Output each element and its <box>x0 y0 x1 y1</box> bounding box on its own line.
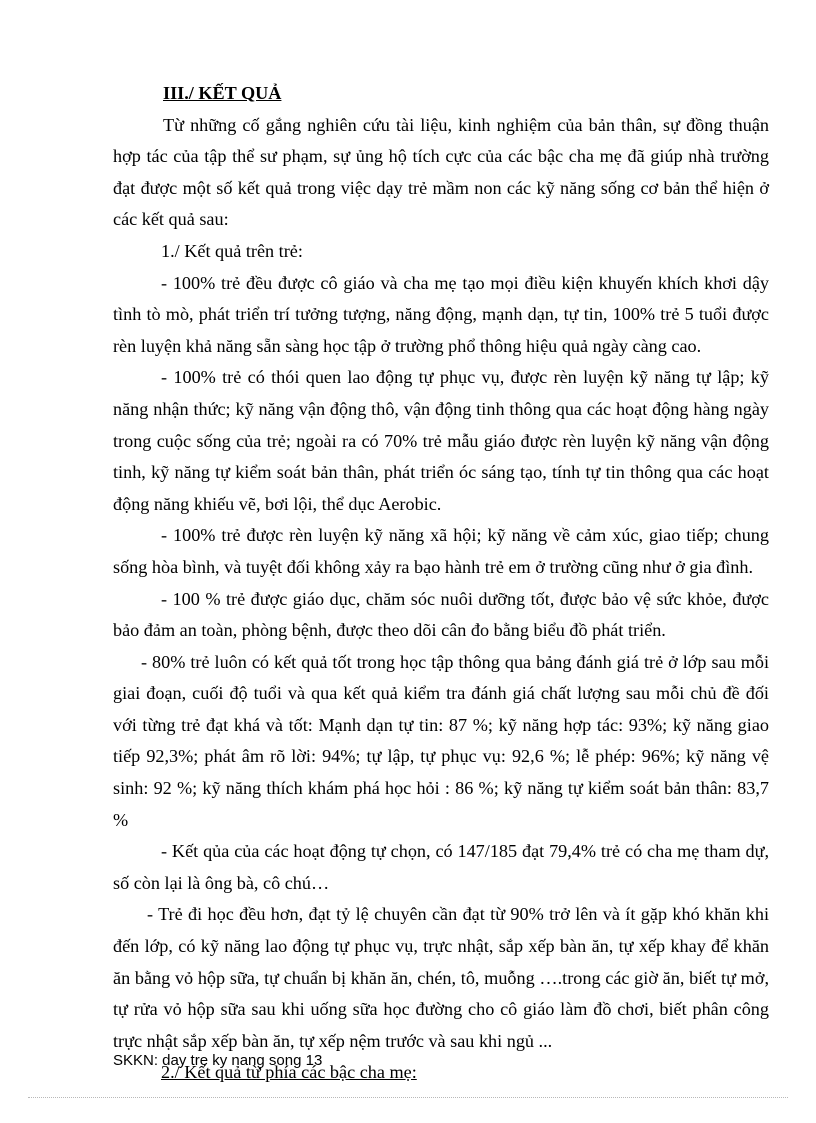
intro-paragraph: Từ những cố gắng nghiên cứu tài liệu, kinh nghiệm của bản thân, sự đồng thuận hợp tác của tập thể sư phạm, sự ủng hộ tích cực của các bậc cha mẹ đã giúp nhà trường đạt được một số kết quả trong việc dạy trẻ mầm non các kỹ năng sống cơ bản thể hiện ở các kết quả sau: <box>113 114 769 230</box>
result-item-7: - Trẻ đi học đều hơn, đạt tỷ lệ chuyên cần đạt từ 90% trở lên và ít gặp khó khăn khi đến lớp, có kỹ năng lao động tự phục vụ, trực nhật, sắp xếp bàn ăn, tự xếp khay để khăn ăn bằng vỏ hộp sữa, tự chuẩn bị khăn ăn, chén, tô, muỗng ….trong các giờ ăn, biết tự mở, tự rửa vỏ hộp sữa sau khi uống sữa học đường cho cô giáo làm đồ chơi, biết phân công trực nhật sắp xếp bàn ăn, tự xếp nệm trước và sau khi ngủ ... <box>113 904 769 1051</box>
section-heading: III./ KẾT QUẢ <box>163 83 282 103</box>
result-item-2: - 100% trẻ có thói quen lao động tự phục vụ, được rèn luyện kỹ năng tự lập; kỹ năng nhận thức; kỹ năng vận động thô, vận động tinh thông qua các hoạt động hàng ngày trong cuộc sống của trẻ; ngoài ra có 70% trẻ mẫu giáo được rèn luyện kỹ năng vận động tinh, kỹ năng tự kiểm soát bản thân, phát triển óc sáng tạo, tính tự tin thông qua các hoạt động năng khiếu vẽ, bơi lội, thể dục Aerobic. <box>113 367 769 514</box>
result-item-3: - 100% trẻ được rèn luyện kỹ năng xã hội; kỹ năng về cảm xúc, giao tiếp; chung sống hòa bình, và tuyệt đối không xảy ra bạo hành trẻ em ở trường cũng như ở gia đình. <box>113 525 769 577</box>
section-1-title: 1./ Kết quả trên trẻ: <box>161 240 303 261</box>
page-footer: SKKN: day tre ky nang song 13 <box>113 1052 323 1069</box>
footer-dotted-divider <box>28 1097 788 1098</box>
result-item-1: - 100% trẻ đều được cô giáo và cha mẹ tạo mọi điều kiện khuyến khích khơi dậy tình tò mò, phát triển trí tưởng tượng, năng động, mạnh dạn, tự tin, 100% trẻ 5 tuổi được rèn luyện khả năng sẵn sàng học tập ở trường phổ thông hiệu quả ngày càng cao. <box>113 272 769 356</box>
result-item-6: - Kết qủa của các hoạt động tự chọn, có 147/185 đạt 79,4% trẻ có cha mẹ tham dự, số còn lại là ông bà, cô chú… <box>113 841 769 893</box>
result-item-4: - 100 % trẻ được giáo dục, chăm sóc nuôi dưỡng tốt, được bảo vệ sức khỏe, được bảo đảm an toàn, phòng bệnh, được theo dõi cân đo bằng biểu đồ phát triển. <box>113 588 769 641</box>
body-text <box>113 78 769 1089</box>
section-2-title: 2./ Kết quả từ phía các bậc cha mẹ: <box>161 1062 417 1083</box>
result-item-5: - 80% trẻ luôn có kết quả tốt trong học tập thông qua bảng đánh giá trẻ ở lớp sau mỗi giai đoạn, cuối độ tuổi và qua kết quả kiểm tra đánh giá chất lượng sau mỗi chủ đề đối với từng trẻ đạt khá và tốt: Mạnh dạn tự tin: 87 %; kỹ năng hợp tác: 93%; kỹ năng giao tiếp 92,3%; phát âm rõ lời: 94%; tự lập, tự phục vụ: 92,6 %; lễ phép: 96%; kỹ năng vệ sinh: 92 %; kỹ năng thích khám phá học hỏi : 86 %; kỹ năng tự kiểm soát bản thân: 83,7 % <box>113 651 769 830</box>
